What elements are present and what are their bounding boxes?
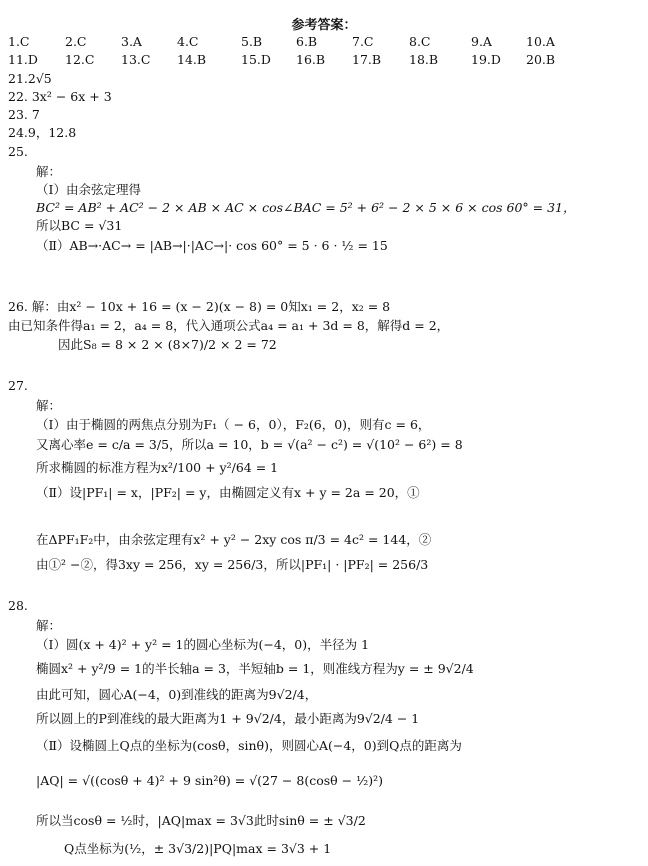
choice-8: 8.C [409, 34, 431, 49]
choice-11: 11.D [8, 52, 38, 67]
choice-7: 7.C [352, 34, 374, 49]
page-title: 参考答案： [291, 18, 357, 33]
q27-line-1: 解： [36, 398, 62, 413]
choice-17: 17.B [352, 52, 382, 67]
q25-line-4: 所以BC = √31 [36, 218, 123, 233]
answer-22: 22. 3x² − 6x + 3 [8, 89, 112, 104]
choice-5: 5.B [241, 34, 263, 49]
q25-line-2: （Ⅰ）由余弦定理得 [36, 182, 141, 197]
choice-1: 1.C [8, 34, 30, 49]
choice-2: 2.C [65, 34, 87, 49]
answer-24: 24.9，12.8 [8, 125, 77, 140]
q27-line-3: 又离心率e = c/a = 3/5，所以a = 10，b = √(a² − c²) = √(10² − 6²) = 8 [36, 437, 463, 452]
choice-15: 15.D [241, 52, 271, 67]
q28-line-1: 解： [36, 618, 62, 633]
choice-row-1 [8, 34, 648, 52]
choice-13: 13.C [121, 52, 151, 67]
q26-line-2: 由已知条件得a₁ = 2，a₄ = 8，代入通项公式a₄ = a₁ + 3d = 8，解得d = 2， [8, 318, 450, 333]
q28-line-9: Q点坐标为(½，± 3√3/2)|PQ|max = 3√3 + 1 [64, 841, 332, 856]
answer-21: 21.2√5 [8, 71, 52, 86]
q25-line-5: （Ⅱ）AB→·AC→ = |AB→|·|AC→|· cos 60° = 5 · 6 · ½ = 15 [36, 238, 388, 253]
watermark [50, 0, 648, 535]
q26-line-1: 26. 解：由x² − 10x + 16 = (x − 2)(x − 8) = 0知x₁ = 2，x₂ = 8 [8, 299, 391, 314]
answer-23: 23. 7 [8, 107, 40, 122]
q28-line-7: |AQ| = √((cosθ + 4)² + 9 sin²θ) = √(27 − 8(cosθ − ½)²) [36, 773, 383, 788]
answer-28-number: 28. [8, 598, 28, 613]
q27-line-6: 在ΔPF₁F₂中，由余弦定理有x² + y² − 2xy cos π/3 = 4c² = 144，② [36, 532, 432, 547]
q25-line-1: 解： [36, 164, 62, 179]
choice-3: 3.A [121, 34, 142, 49]
q27-line-2: （Ⅰ）由于椭圆的两焦点分别为F₁（ − 6，0），F₂(6，0)，则有c = 6， [36, 417, 431, 432]
choice-4: 4.C [177, 34, 199, 49]
choice-10: 10.A [526, 34, 555, 49]
q28-line-4: 由此可知，圆心A(−4，0)到准线的距离为9√2/4， [36, 687, 318, 702]
q28-line-8: 所以当cosθ = ½时，|AQ|max = 3√3此时sinθ = ± √3/2 [36, 813, 366, 828]
answer-27-number: 27. [8, 378, 28, 393]
q26-line-3: 因此S₈ = 8 × 2 × (8×7)/2 × 2 = 72 [58, 337, 277, 352]
q28-line-5: 所以圆上的P到准线的最大距离为1 + 9√2/4，最小距离为9√2/4 − 1 [36, 711, 420, 726]
q27-line-5: （Ⅱ）设|PF₁| = x，|PF₂| = y，由椭圆定义有x + y = 2a = 20，① [36, 485, 420, 500]
q27-line-7: 由①² −②，得3xy = 256，xy = 256/3，所以|PF₁| · |PF₂| = 256/3 [36, 557, 429, 572]
choice-14: 14.B [177, 52, 207, 67]
choice-18: 18.B [409, 52, 439, 67]
q28-line-3: 椭圆x² + y²/9 = 1的半长轴a = 3，半短轴b = 1，则准线方程为y = ± 9√2/4 [36, 661, 474, 676]
q25-line-3: BC² = AB² + AC² − 2 × AB × AC × cos∠BAC = 5² + 6² − 2 × 5 × 6 × cos 60° = 31， [36, 200, 576, 215]
choice-6: 6.B [296, 34, 318, 49]
choice-12: 12.C [65, 52, 95, 67]
choice-16: 16.B [296, 52, 326, 67]
answer-25-number: 25. [8, 144, 28, 159]
choice-19: 19.D [471, 52, 501, 67]
q27-line-4: 所求椭圆的标准方程为x²/100 + y²/64 = 1 [36, 460, 279, 475]
choice-9: 9.A [471, 34, 492, 49]
choice-20: 20.B [526, 52, 556, 67]
q28-line-2: （Ⅰ）圆(x + 4)² + y² = 1的圆心坐标为(−4，0)，半径为 1 [36, 637, 370, 652]
choice-row-2 [8, 52, 648, 70]
q28-line-6: （Ⅱ）设椭圆上Q点的坐标为(cosθ，sinθ)，则圆心A(−4，0)到Q点的距离为 [36, 738, 462, 753]
